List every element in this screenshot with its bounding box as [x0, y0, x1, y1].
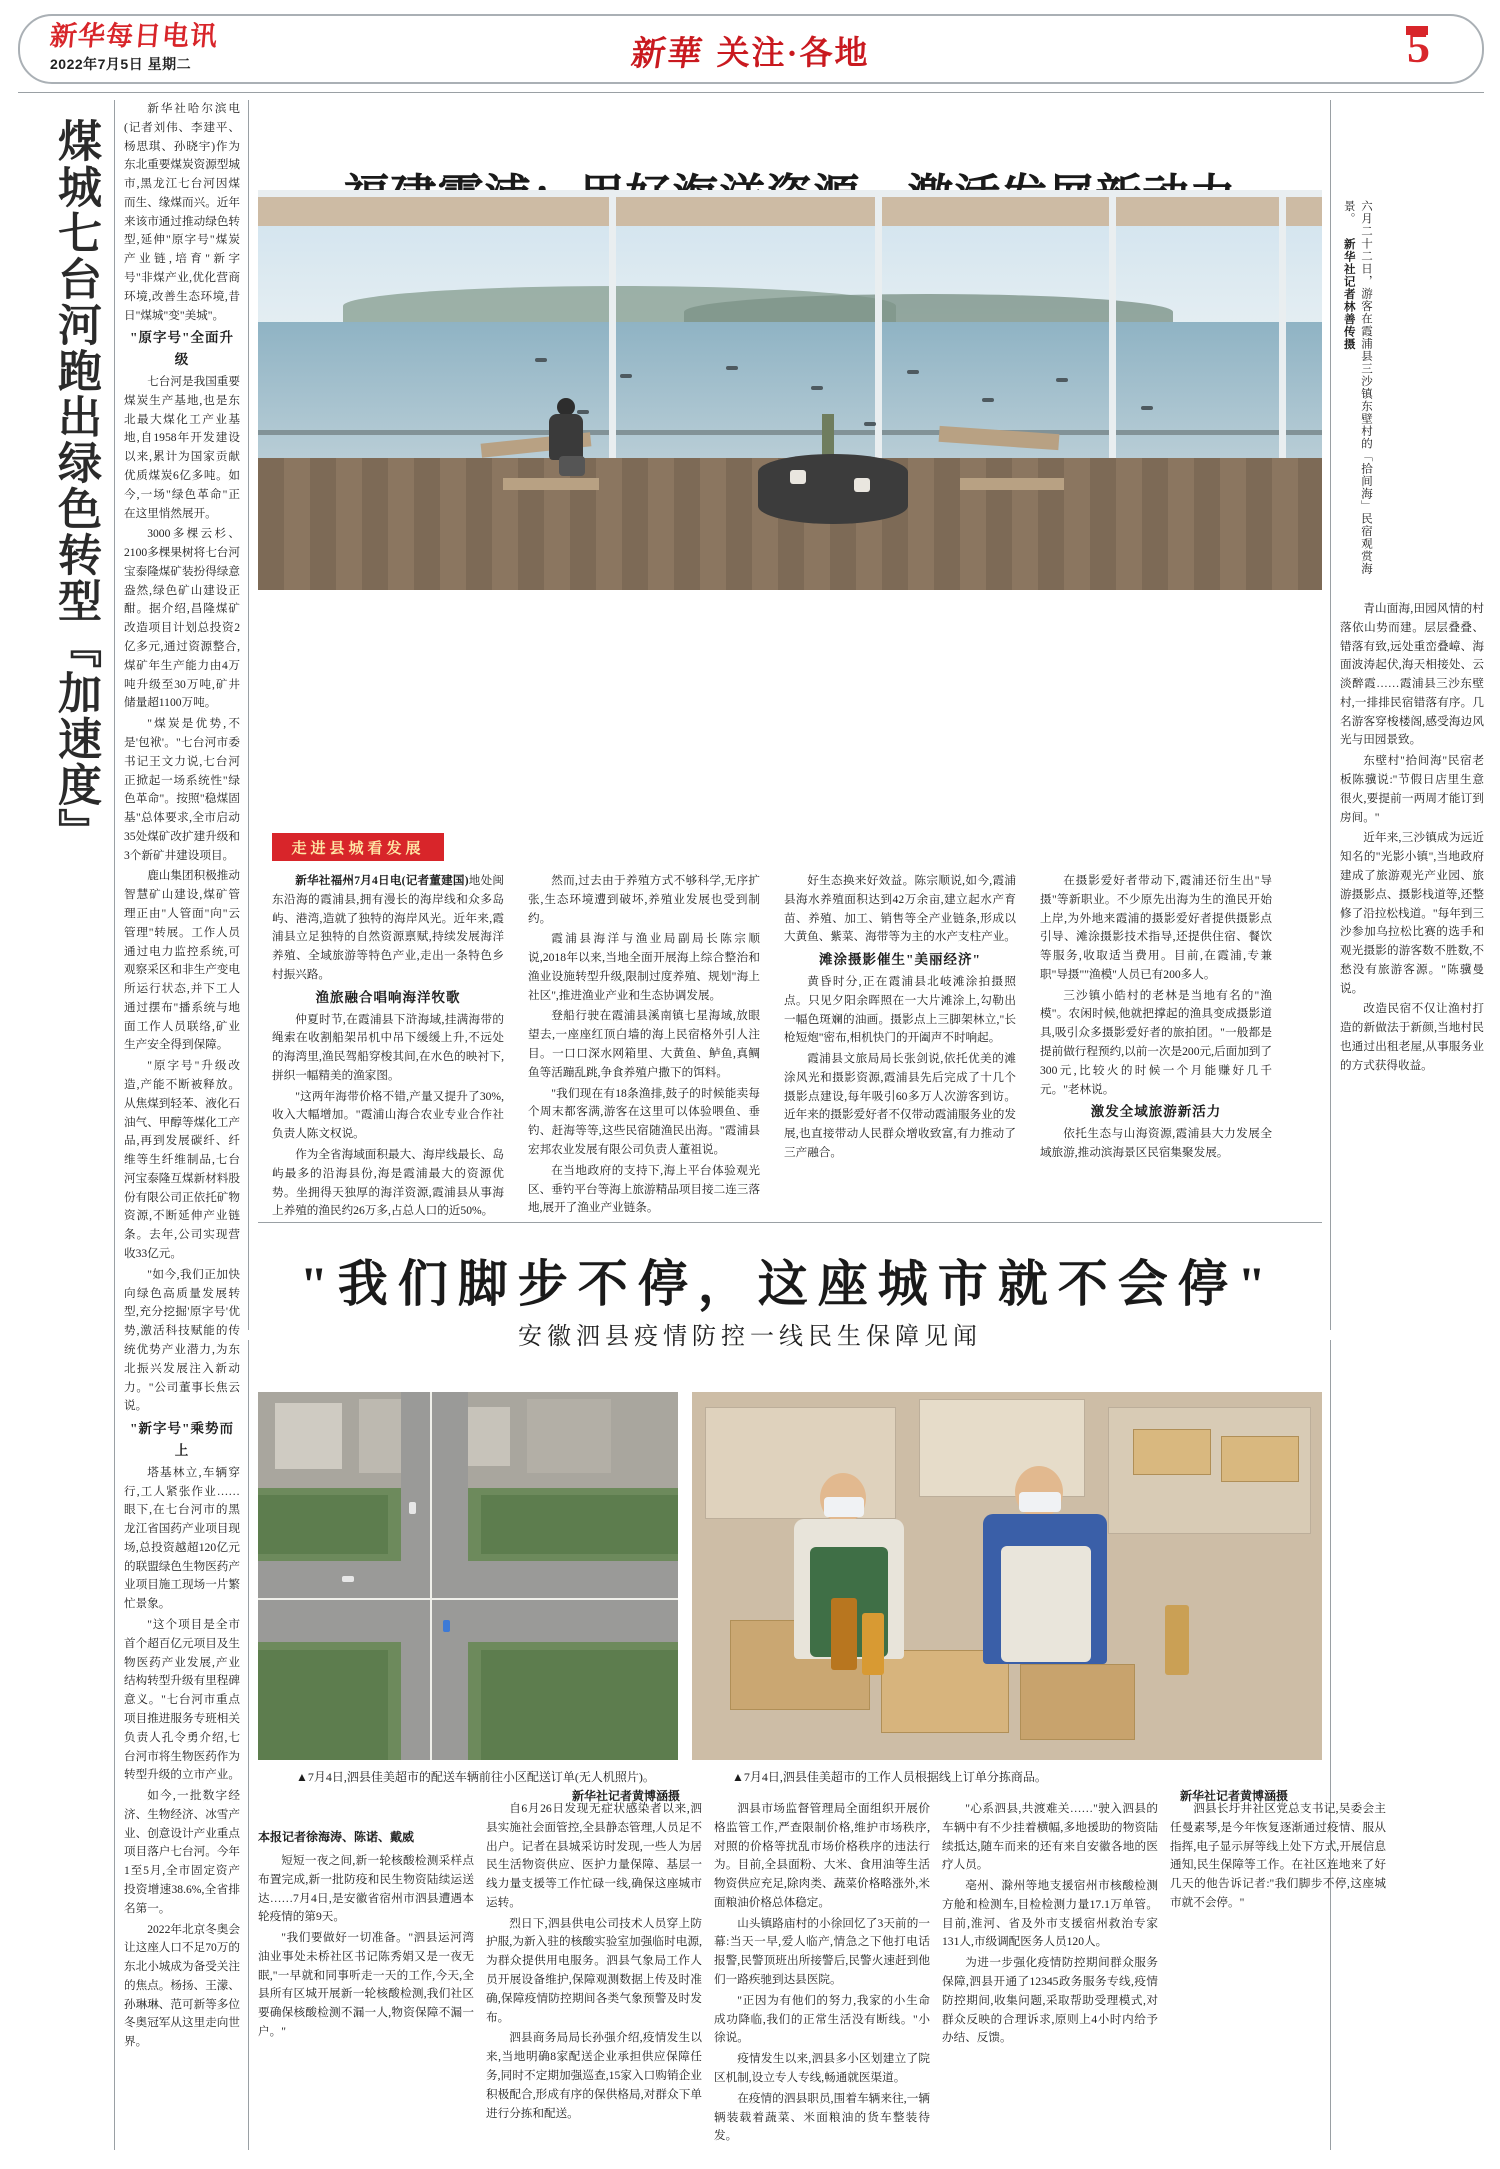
left-article-vertical-headline: 煤城七台河跑出绿色转型『加速度』: [51, 118, 100, 854]
article-paragraph: "原字号"升级改造,产能不断被释放。从焦煤到轻苯、液化石油气、甲醇等煤化工产品,再到发展碳纤、纤维等生纤维制品,七台河宝泰隆互煤新材料股份有限公司正依托矿物资源,不断延伸产业链条。去年,公司实现营收33亿元。: [124, 1059, 240, 1261]
article-paragraph: 依托生态与山海资源,霞浦县大力发展全域旅游,推动滨海景区民宿集聚发展。: [1040, 1127, 1272, 1160]
column-rule-3: [248, 1340, 249, 2150]
section-divider: [258, 1222, 1322, 1223]
article-paragraph: 泗县商务局局长孙强介绍,疫情发生以来,当地明确8家配送企业承担供应保障任务,同时不定期加强巡查,15家入口购销企业积极配合,形成有序的保供格局,对群众下单进行分拣和配送。: [486, 2031, 702, 2120]
sixian-col-1: [258, 1852, 474, 2152]
sixian-caption-1-credit: 新华社记者黄博涵摄: [571, 1789, 680, 1803]
fujian-col-5: [1340, 600, 1484, 1220]
sixian-subtitle: 安徽泗县疫情防控一线民生保障见闻: [518, 1323, 982, 1350]
article-paragraph: 如今,一批数字经济、生物经济、冰雪产业、创意设计产业重点项目落户七台河。今年1至5月,全市固定资产投资增速38.6%,全省排名第一。: [124, 1789, 240, 1915]
series-badge: 走进县城看发展: [272, 833, 444, 861]
fujian-photo-caption-text: 六月二十二日，游客在霞浦县三沙镇东壁村的「拾间海」民宿观赏海景。: [1342, 200, 1372, 575]
sixian-caption-1-text: ▲7月4日,泗县佳美超市的配送车辆前往小区配送订单(无人机照片)。: [296, 1770, 655, 1784]
article-paragraph: 泗县长圩井社区党总支书记,吴委会主任曼素琴,是今年恢复逐渐通过疫情、服从指挥,电子显示屏等线上处下方式,开展信息通知,民生保障等工作。在社区连地来了好几天的他告诉记者:"我们脚步不停,这座城市就不会停。": [1170, 1802, 1386, 1909]
article-paragraph: "如今,我们正加快向绿色高质量发展转型,充分挖掘'原字号'优势,激活科技赋能的传统优势产业潜力,为东北振兴发展注入新动力。"公司董事长焦云说。: [124, 1267, 240, 1413]
article-paragraph: 改造民宿不仅让渔村打造的新做法于新颜,当地村民也通过出租老屋,从事服务业的方式获得收益。: [1340, 1002, 1484, 1072]
sixian-byline: 本报记者徐海涛、陈诺、戴威: [258, 1830, 415, 1844]
worker-right: [969, 1466, 1129, 1686]
page-number: 5: [1407, 21, 1430, 72]
article-paragraph: 三沙镇小皓村的老林是当地有名的"渔模"。农闲时候,他就把撑起的渔具变成摄影道具,吸引众多摄影爱好者的旅拍团。"一般都是提前做行程预约,以前一次是200元,后面加到了300元,比较火的时候一个月能赚好几千元。"老林说。: [1040, 988, 1272, 1096]
column-rule-left: [114, 100, 115, 2150]
article-paragraph: 东壁村"拾间海"民宿老板陈骥说:"节假日店里生意很火,要提前一两周才能订到房间。": [1340, 754, 1484, 824]
sixian-caption-1: [296, 1768, 680, 1804]
article-paragraph: "煤炭是优势,不是'包袱'。"七台河市委书记王文力说,七台河正掀起一场系统性"绿色革命"。按照"稳煤固基"总体要求,全市启动35处煤矿改扩建升级和3个新矿井建设项目。: [124, 717, 240, 862]
article-paragraph: 为进一步强化疫情防控期间群众服务保障,泗县开通了12345政务服务专线,疫情防控期间,收集问题,采取帮助受理模式,对群众反映的合理诉求,原则上4小时内给予办结、反馈。: [942, 1956, 1158, 2045]
article-paragraph: 霞浦县文旅局局长张剑说,依托优美的滩涂风光和摄影资源,霞浦县先后完成了十几个摄影点建设,每年吸引60多万人次游客到访。近年来的摄影爱好者不仅带动霞浦服务业的发展,也直接带动人民群众增收致富,有力推动了三产融合。: [784, 1052, 1016, 1160]
sixian-headline: "我们脚步不停，这座城市就不会停": [300, 1256, 1276, 1312]
article-subheading: 渔旅融合唱响海洋牧歌: [315, 989, 461, 1005]
brand-mark: 新華: [629, 36, 707, 73]
fujian-col-4: [1040, 872, 1272, 1222]
sixian-photo-supermarket: [692, 1392, 1322, 1760]
article-paragraph: "心系泗县,共渡难关……"驶入泗县的车辆中有不少挂着横幅,多地援助的物资陆续抵达,随车而来的还有来自安徽各地的医疗人员。: [942, 1802, 1158, 1872]
publication-date: 2022年7月5日 星期二: [50, 56, 192, 73]
masthead-center: [20, 26, 1482, 75]
fujian-photo-caption: [1340, 200, 1374, 580]
left-article-body: [124, 100, 240, 2150]
sixian-col-2: [486, 1800, 702, 2150]
sixian-caption-2: [732, 1768, 1288, 1804]
sixian-caption-2-credit: 新华社记者黄博涵摄: [1179, 1789, 1288, 1803]
sixian-col-4: [942, 1800, 1158, 2150]
fujian-dateline: 新华社福州7月4日电(记者董建国): [295, 874, 469, 887]
article-paragraph: 亳州、滁州等地支援宿州市核酸检测方舱和检测车,目检检测力量17.1万单管。目前,淮河、省及外市支援宿州救治专家131人,市级调配医务人员120人。: [942, 1879, 1158, 1949]
article-paragraph: 3000多棵云杉、2100多棵果树将七台河宝泰隆煤矿装扮得绿意盎然,绿色矿山建设正酣。据介绍,昌隆煤矿改造项目计划总投资2亿多元,通过资源整合,煤矿年生产能力由4万吨升级至30万吨,矿井储量超1100万吨。: [124, 527, 240, 710]
fujian-col-3: [784, 872, 1016, 1222]
article-paragraph: 仲夏时节,在霞浦县下浒海域,挂满海带的绳索在收割船架吊机中吊下缓缓上升,不远处的海湾里,渔民驾船穿梭其间,在水色的映衬下,拼织一幅精美的渔家图。: [272, 1012, 504, 1082]
article-paragraph: 短短一夜之间,新一轮核酸检测采样点布置完成,新一批防疫和民生物资陆续运送达……7月4日,是安徽省宿州市泗县遭遇本轮疫情的第9天。: [258, 1854, 474, 1924]
masthead-divider: [18, 92, 1484, 93]
fujian-photo-credit: 新华社记者林善传摄: [1342, 238, 1355, 351]
article-paragraph: "我们现在有18条渔排,鼓子的时候能卖每个周末都客满,游客在这里可以体验喂鱼、垂钓、赶海等等,这些民宿随渔民出海。"霞浦县宏邦农业发展有限公司负责人董祖说。: [528, 1086, 760, 1156]
article-paragraph: 黄昏时分,正在霞浦县北岐滩涂拍摄照点。只见夕阳余晖照在一大片滩涂上,勾勒出一幅色斑斓的油画。摄影点上三脚架林立,"长枪短炮"密布,相机快门的开阖声不时响起。: [784, 974, 1016, 1045]
person-in-photo: [545, 398, 589, 476]
article-paragraph: 鹿山集团积极推动智慧矿山建设,煤矿管理正由"人管面"向"云管理"转展。工作人员通过电力监控系统,可观察采区和非生产变电所运行状态,并下工人通过摆布"播系统与地面工作人员联络,矿业生产安全得到保障。: [124, 869, 240, 1052]
article-paragraph: 七台河是我国重要煤炭生产基地,也是东北最大煤化工产业基地,自1958年开发建设以来,累计为国家贡献优质煤炭6亿多吨。如今,一场"绿色革命"正在这里悄然展开。: [124, 375, 240, 520]
article-subheading: 激发全域旅游新活力: [1090, 1104, 1222, 1120]
article-paragraph: 作为全省海域面积最大、海岸线最长、岛屿最多的沿海县份,海是霞浦最大的资源优势。坐拥得天独厚的海洋资源,霞浦县从事海上养殖的渔民约26万多,占总人口的近50%。: [272, 1148, 504, 1218]
article-paragraph: 登船行驶在霞浦县溪南镇七星海域,放眼望去,一座座红顶白墙的海上民宿格外引人注目。一口口深水网箱里、大黄鱼、鲈鱼,真鲷鱼等活蹦乱跳,争食养殖户撒下的饵料。: [528, 1009, 760, 1079]
article-subheading: 滩涂摄影催生"美丽经济": [819, 952, 981, 968]
article-paragraph: "这两年海带价格不错,产量又提升了30%,收入大幅增加。"霞浦山海合农业专业合作社负责人陈文权说。: [272, 1089, 504, 1141]
publication-logo: 新华每日电讯: [48, 21, 220, 51]
article-paragraph: 在当地政府的支持下,海上平台体验观光区、垂钓平台等海上旅游精品项目接二连三落地,展开了渔业产业链条。: [528, 1163, 760, 1215]
sixian-col-3: [714, 1800, 930, 2150]
column-rule-2: [1330, 100, 1331, 1330]
article-paragraph: 新华社福州7月4日电(记者董建国)地处闽东沿海的霞浦县,拥有漫长的海岸线和众多岛屿、港湾,造就了独特的海岸风光。近年来,霞浦县立足独特的自然资源禀赋,持续发展海洋养殖、全域旅游等特色产业,走出一条特色乡村振兴路。: [272, 874, 504, 981]
article-paragraph: 好生态换来好效益。陈宗顺说,如今,霞浦县海水养殖面积达到42万余亩,建立起水产育苗、养殖、加工、销售等全产业链条,形成以大黄鱼、紫菜、海带等为主的水产支柱产业。: [784, 874, 1016, 944]
article-paragraph: 山头镇路庙村的小徐回忆了3天前的一幕:当天一早,爱人临产,情急之下他打电话报警,民警顶班出所接警后,民警火速赶到他们一路疾驰到达县医院。: [714, 1916, 930, 1987]
masthead: [18, 14, 1484, 84]
article-paragraph: 新华社哈尔滨电(记者刘伟、李建平、杨思琪、孙晓宇)作为东北重要煤炭资源型城市,黑龙江七台河因煤而生、缘煤而兴。近年来该市通过推动绿色转型,延伸"原字号"煤炭产业链,培育"新字号"非煤产业,优化营商环境,改善生态环境,昔日"煤城"变"美城"。: [124, 102, 240, 322]
article-paragraph: 霞浦县海洋与渔业局副局长陈宗顺说,2018年以来,当地全面开展海上综合整治和渔业设施转型升级,限制过度养殖、规划"海上社区",推进渔业产业和生态协调发展。: [528, 932, 760, 1002]
fujian-col-2: [528, 872, 760, 1222]
article-paragraph: 青山面海,田园风情的村落依山势而建。层层叠叠、错落有致,远处重峦叠嶂、海面波涛起伏,海天相接处、云淡醉霞……霞浦县三沙东壁村,一排排民宿错落有序。几名游客穿梭楼阁,感受海边风光与田园景致。: [1340, 602, 1484, 747]
column-rule-1: [248, 100, 249, 1330]
article-paragraph: 近年来,三沙镇成为远近知名的"光影小镇",当地政府建成了旅游观光产业园、旅游摄影点、摄影栈道等,还整修了沿拉松栈道。"每年到三沙参加乌拉松比赛的选手和观光摄影的游客数不胜数,不愁没有旅游客源。"陈骥曼说。: [1340, 831, 1484, 995]
fujian-col-1: [272, 872, 504, 1222]
article-paragraph: 烈日下,泗县供电公司技术人员穿上防护服,为新入驻的核酸实验室加强临时电源,为群众提供用电服务。泗县气象局工作人员开展设备维护,保障观测数据上传及时准确,保障疫情防控期间各类气象预警及时发布。: [486, 1916, 702, 2024]
fujian-photo: [258, 190, 1322, 590]
article-paragraph: 泗县市场监督管理局全面组织开展价格监管工作,严查限制价格,维护市场秩序,对照的价格等扰乱市场价格秩序的违法行为。目前,全县面粉、大米、食用油等生活物资供应充足,除肉类、蔬菜价格略涨外,米面粮油价格总体稳定。: [714, 1802, 930, 1909]
article-paragraph: 2022年北京冬奥会让这座人口不足70万的东北小城成为备受关注的焦点。杨扬、王濛、孙琳琳、范可新等多位冬奥冠军从这里走向世界。: [124, 1922, 240, 2049]
article-subheading: "原字号"全面升级: [130, 330, 234, 368]
article-paragraph: "我们要做好一切准备。"泗县运河湾油业事处未桥社区书记陈秀娟又是一夜无眠,"一早就和同事听走一天的工作,今天,全县所有区城开展新一轮核酸检测,我们社区要确保核酸检测不漏一人,物资保障不漏一户。": [258, 1931, 474, 2039]
article-paragraph: "正因为有他们的努力,我家的小生命成功降临,我们的正常生活没有断线。"小徐说。: [714, 1993, 930, 2045]
sixian-caption-2-text: ▲7月4日,泗县佳美超市的工作人员根据线上订单分拣商品。: [732, 1770, 1047, 1784]
section-title: 关注·各地: [716, 36, 870, 72]
article-paragraph: "这个项目是全市首个超百亿元项目及生物医药产业发展,产业结构转型升级有里程碑意义。"七台河市重点项目推进服务专班相关负责人孔令勇介绍,七台河市将生物医药作为转型升级的立市产业。: [124, 1618, 240, 1782]
article-paragraph: 塔基林立,车辆穿行,工人紧张作业……眼下,在七台河市的黑龙江省国药产业项目现场,总投资越超120亿元的联盟绿色生物医药产业项目施工现场一片繁忙景象。: [124, 1465, 240, 1611]
article-paragraph: 在摄影爱好者带动下,霞浦还衍生出"导摄"等新职业。不少原先出海为生的渔民开始上岸,为外地来霞浦的摄影爱好者提供摄影点引导、滩涂摄影技术指导,还提供住宿、餐饮等服务,收取适当费用。目前,在霞浦,专兼职"导摄""渔模"人员已有200多人。: [1040, 874, 1272, 981]
article-paragraph: 在疫情的泗县职员,围着车辆来往,一辆辆装载着蔬菜、米面粮油的货车整装待发。: [714, 2091, 930, 2143]
article-subheading: "新字号"乘势而上: [130, 1421, 234, 1458]
article-paragraph: 疫情发生以来,泗县多小区划建立了院区机制,设立专人专线,畅通就医渠道。: [714, 2052, 930, 2084]
article-paragraph: 自6月26日发现无症状感染者以来,泗县实施社会面管控,全县静态管理,人员足不出户。记者在县城采访时发现,一些人为居民生活物资供应、医护力量保障、基层一线力量支援等工作忙碌一线,确保这座城市运转。: [486, 1802, 702, 1909]
sixian-col-6: [1340, 1340, 1484, 2150]
article-paragraph: 然而,过去由于养殖方式不够科学,无序扩张,生态环境遭到破坏,养殖业发展也受到制约。: [528, 874, 760, 925]
sixian-photo-aerial: [258, 1392, 678, 1760]
